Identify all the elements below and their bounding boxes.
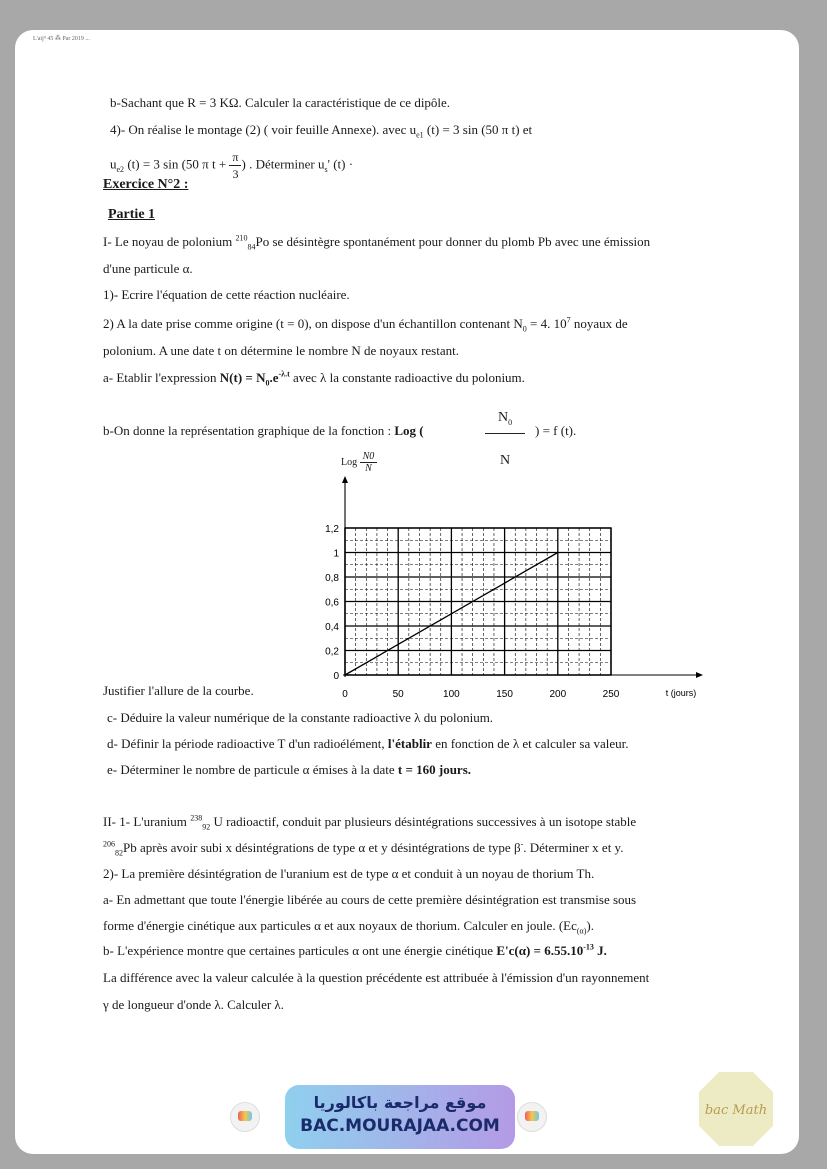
exercise-2-title: Exercice N°2 :: [103, 177, 189, 192]
part-II-line1: II- 1- L'uranium $^{238}_{92}$ U radioactif, conduit par plusieurs désintégrations successives à un isotope stable: [103, 813, 637, 832]
x-axis-arrow: [696, 672, 703, 678]
bac-math-logo: [697, 1070, 775, 1148]
site-banner[interactable]: [285, 1085, 515, 1149]
x-tick-label: 200: [549, 689, 567, 700]
part-I-intro: I- Le noyau de polonium $^{210}_{84}$Po se désintègre spontanément pour donner du plomb Pb avec une émission: [103, 233, 651, 252]
question-d: d- Définir la période radioactive T d'un radioélément, l'établir en fonction de λ et calculer sa valeur.: [107, 736, 629, 751]
site-logo-right: [517, 1102, 547, 1132]
chart-grid: [345, 528, 611, 675]
part-II-line8: γ de longueur d'onde λ. Calculer λ.: [103, 997, 284, 1012]
question-b-line: b-Sachant que R = 3 KΩ. Calculer la caractéristique de ce dipôle.: [110, 95, 451, 110]
y-tick-label: 1,2: [325, 524, 339, 535]
question-e: e- Déterminer le nombre de particule α émises à la date t = 160 jours.: [107, 762, 471, 777]
part-II-line7: La différence avec la valeur calculée à la question précédente est attribuée à l'émission d'un rayonnement: [103, 970, 650, 985]
part-II-line3: 2)- La première désintégration de l'uranium est de type α et conduit à un noyau de thorium Th.: [103, 866, 595, 881]
question-b-end: ) = f (t).: [535, 423, 577, 438]
question-a: a- Etablir l'expression $N(t) = N_0.e^{-\lambda.t}$ avec λ la constante radioactive du polonium.: [103, 369, 525, 388]
exam-page: [15, 30, 799, 1154]
y-tick-label: 0: [333, 671, 339, 682]
justify-line: Justifier l'allure de la courbe.: [103, 683, 254, 698]
y-tick-label: 1: [333, 548, 339, 560]
page-header-note: L'aij⁹ 45 ⁂ Par 2019 ...: [33, 36, 90, 42]
site-banner-url[interactable]: BAC.MOURAJAA.COM: [300, 1116, 500, 1136]
y-tick-label: 0,2: [325, 646, 339, 658]
question-2: 2) A la date prise comme origine (t = 0), on dispose d'un échantillon contenant $N_0 = 4$. $10^7$ noyaux de: [103, 315, 628, 334]
x-axis-label: t (jours): [665, 688, 697, 698]
question-1: 1)- Ecrire l'équation de cette réaction nucléaire.: [103, 287, 350, 302]
x-tick-label: 50: [392, 689, 404, 700]
x-tick-label: 250: [602, 689, 620, 700]
part-II-line4: a- En admettant que toute l'énergie libérée au cours de cette première désintégration est transmise sous: [103, 892, 637, 907]
fraction-denominator: N: [499, 453, 511, 468]
y-axis-arrow: [342, 476, 348, 483]
log-ratio-chart: [305, 450, 705, 700]
chart-y-axis-label: Log $\frac{N0}{N}$: [341, 451, 377, 474]
part-II-line2: $^{206}_{82}$Pb après avoir subi x désintégrations de type α et y désintégrations de type β-. Déterminer x et y.: [103, 839, 624, 858]
partie-1-title: Partie 1: [108, 207, 156, 222]
fraction-numerator: $N_0$: [497, 410, 513, 427]
part-II-line5: forme d'énergie cinétique aux particules α et aux noyaux de thorium. Calculer en joule. $(Ec_{(\alpha)})$.: [103, 918, 594, 936]
question-4-line2: $u_{e2}$ (t) = 3 sin (50 π t + $\frac{\pi}{3}$ ) . Déterminer $u_s'$ (t) ·: [110, 150, 354, 181]
fraction-bar: [485, 433, 525, 434]
bac-math-logo-text: bac Math: [704, 1103, 768, 1118]
chart-labels: [325, 524, 696, 700]
part-II-line6: b- L'expérience montre que certaines particules α ont une énergie cinétique $E'c(\alpha) = 6.55.10^{-13}$ J.: [103, 942, 607, 958]
site-logo-left: [230, 1102, 260, 1132]
site-banner-arabic: موقع مراجعة باكالوريا: [313, 1093, 487, 1112]
question-2-cont: polonium. A une date t on détermine le nombre N de noyaux restant.: [103, 343, 459, 358]
y-tick-label: 0,4: [325, 622, 339, 633]
x-tick-label: 100: [443, 689, 460, 700]
part-I-intro-cont: d'une particule α.: [103, 261, 193, 276]
y-tick-label: 0,6: [325, 597, 339, 609]
x-tick-label: 0: [342, 689, 348, 700]
question-b: b-On donne la représentation graphique de la fonction : Log (: [103, 423, 424, 438]
y-tick-label: 0,8: [325, 573, 339, 584]
x-tick-label: 150: [496, 689, 513, 700]
question-c: c- Déduire la valeur numérique de la constante radioactive λ du polonium.: [107, 710, 494, 725]
question-4-line1: 4)- On réalise le montage (2) ( voir feuille Annexe). avec $u_{e1}$ (t) = 3 sin (50 π t) et: [110, 122, 533, 140]
